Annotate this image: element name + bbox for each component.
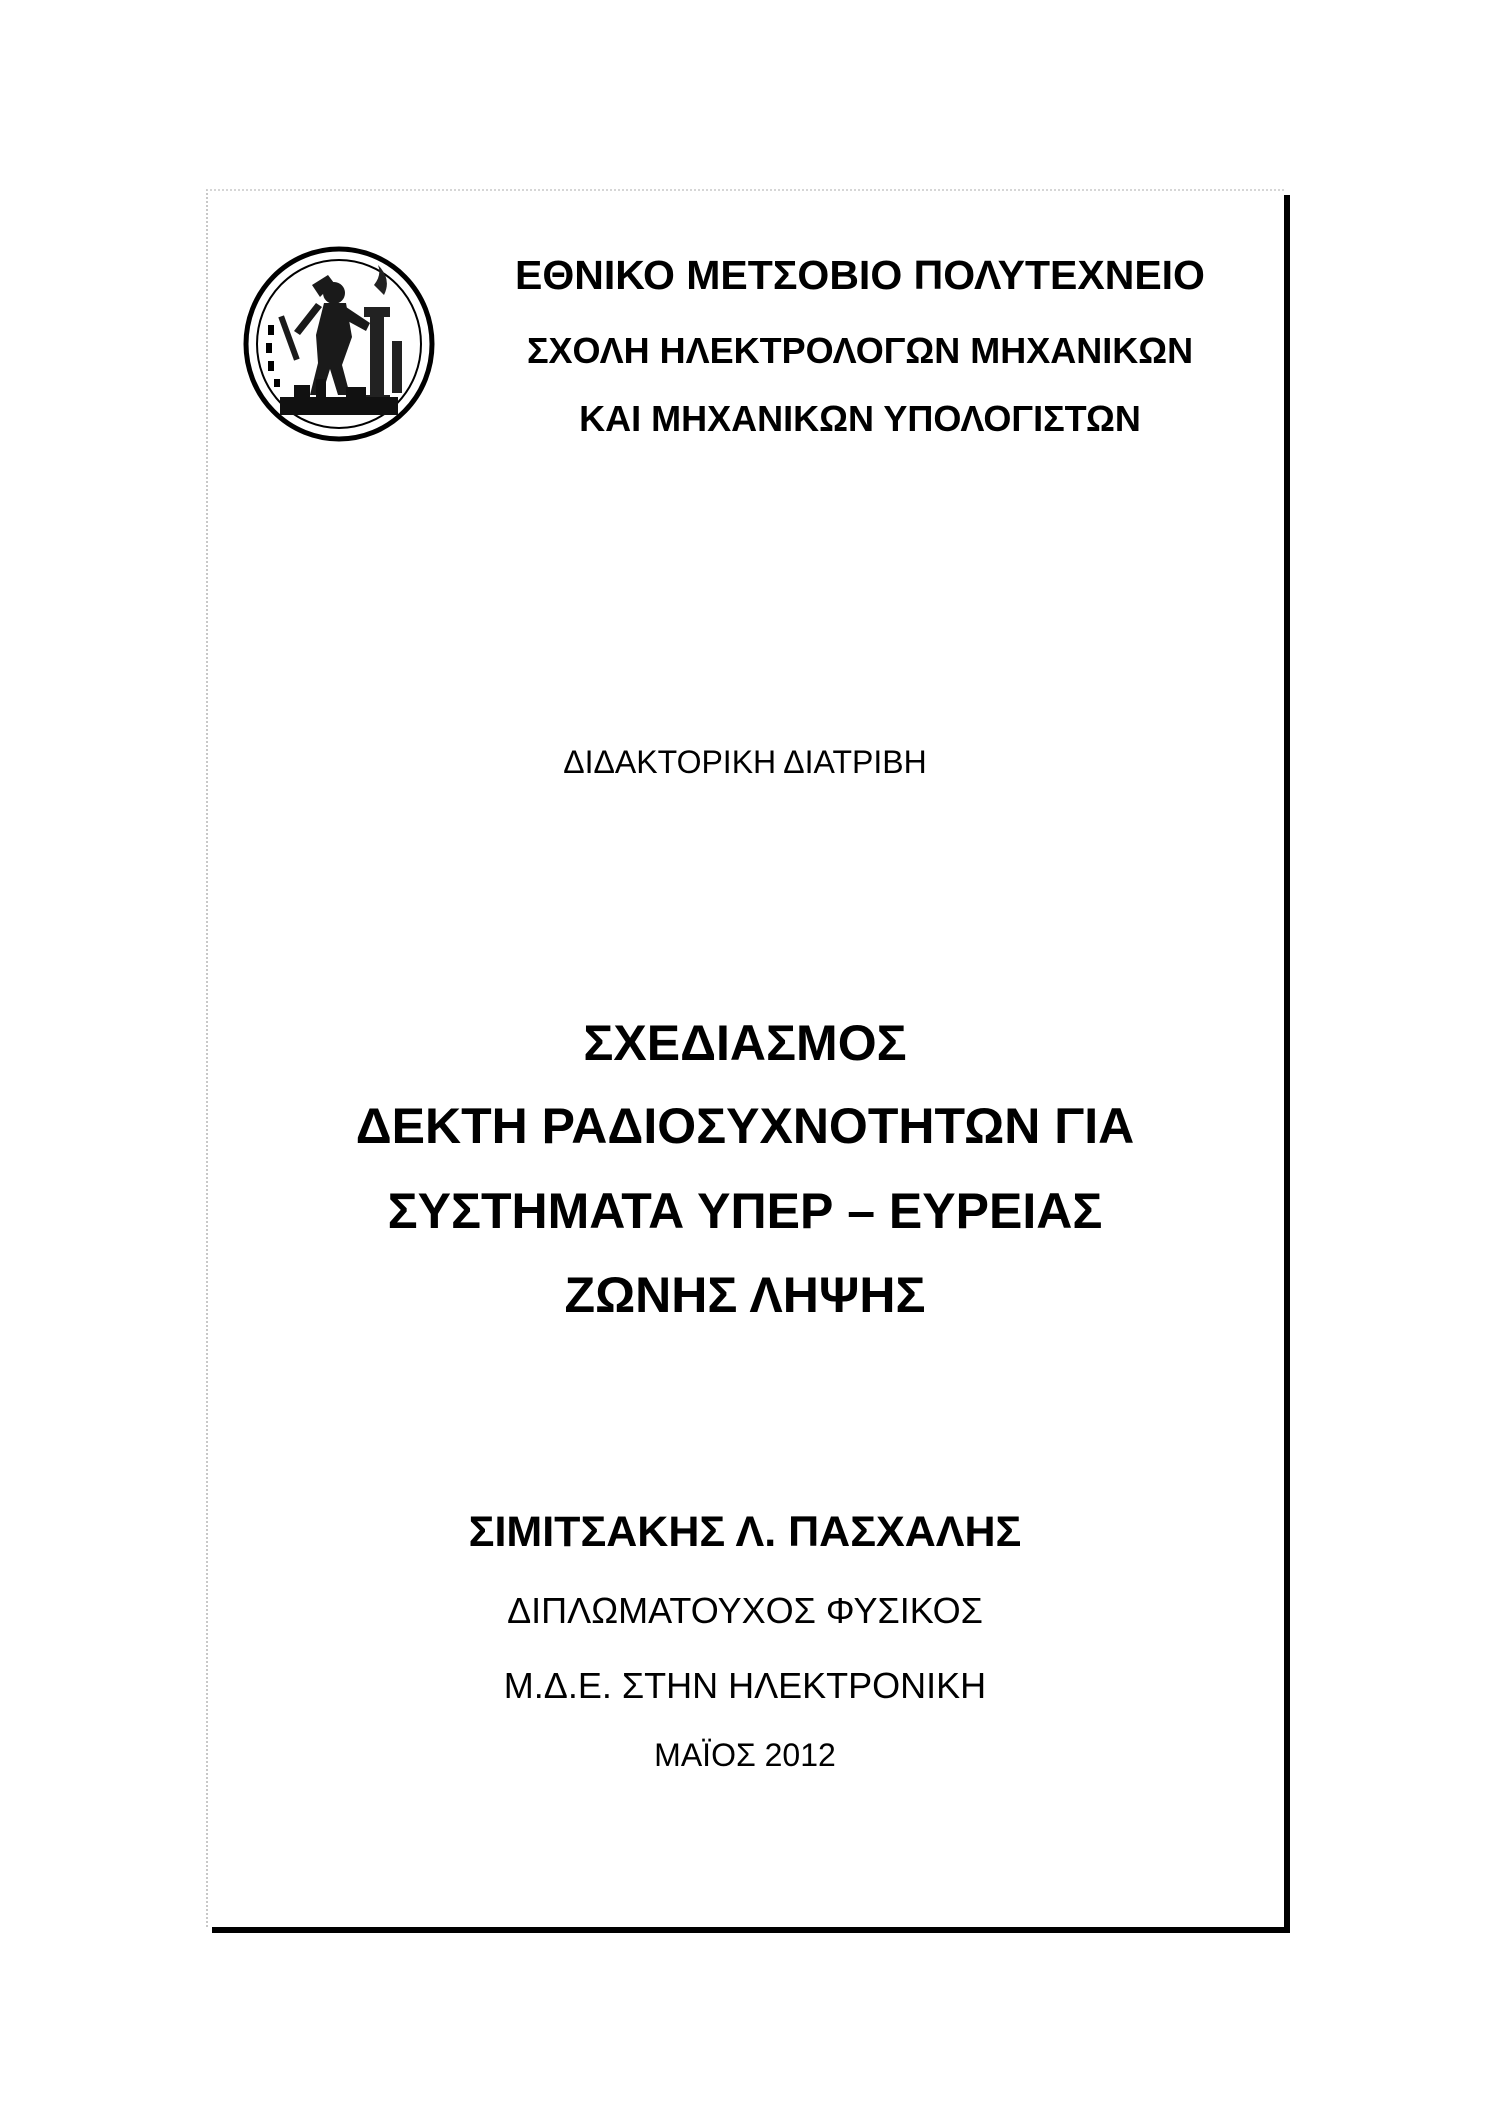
thesis-title-line-1: ΣΧΕΔΙΑΣΜΟΣ bbox=[583, 1015, 907, 1071]
university-seal-icon bbox=[242, 245, 436, 443]
school-name-line-1: ΣΧΟΛΗ ΗΛΕΚΤΡΟΛΟΓΩΝ ΜΗΧΑΝΙΚΩΝ bbox=[526, 330, 1194, 371]
author-name: ΣΙΜΙΤΣΑΚΗΣ Λ. ΠΑΣΧΑΛΗΣ bbox=[468, 1508, 1022, 1556]
thesis-title-line-3: ΣΥΣΤΗΜΑΤΑ ΥΠΕΡ – ΕΥΡΕΙΑΣ bbox=[387, 1183, 1103, 1239]
institution-name: ΕΘΝΙΚΟ ΜΕΤΣΟΒΙΟ ΠΟΛΥΤΕΧΝΕΙΟ bbox=[515, 252, 1205, 298]
thesis-title-line-4: ΖΩΝΗΣ ΛΗΨΗΣ bbox=[564, 1267, 926, 1323]
school-name-line-2: ΚΑΙ ΜΗΧΑΝΙΚΩΝ ΥΠΟΛΟΓΙΣΤΩΝ bbox=[579, 398, 1141, 439]
author-degree-2: Μ.Δ.Ε. ΣΤΗΝ ΗΛΕΚΤΡΟΝΙΚΗ bbox=[503, 1665, 987, 1706]
thesis-title-line-2: ΔΕΚΤΗ ΡΑΔΙΟΣΥΧΝΟΤΗΤΩΝ ΓΙΑ bbox=[355, 1098, 1135, 1154]
publication-date: ΜΑΪΟΣ 2012 bbox=[654, 1737, 836, 1773]
document-type: ΔΙΔΑΚΤΟΡΙΚΗ ΔΙΑΤΡΙΒΗ bbox=[563, 744, 927, 780]
author-degree-1: ΔΙΠΛΩΜΑΤΟΥΧΟΣ ΦΥΣΙΚΟΣ bbox=[507, 1590, 983, 1631]
